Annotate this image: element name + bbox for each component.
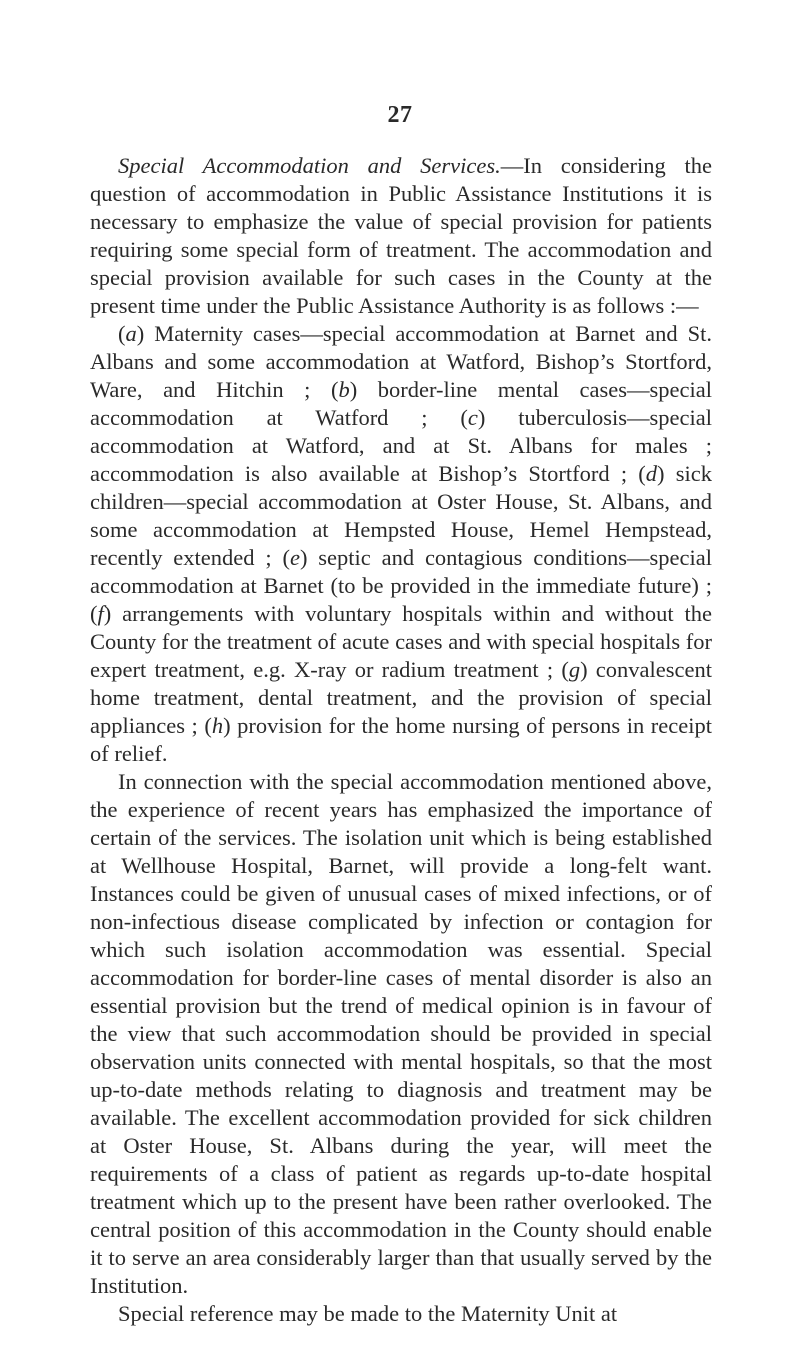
list-text: ) tuberculosis—special accommodation at Watford, and at St. Albans for males ; accommodation is also available at Bishop’s Stortford ; ( [90,405,712,486]
item-label-e: e [289,545,300,570]
list-text: ( [118,321,126,346]
item-label-d: d [645,461,658,486]
list-text: ) convalescent home treatment, dental treatment, and the provision of special appliances ; ( [90,657,712,738]
paragraph-maternity-unit: Special reference may be made to the Maternity Unit at [118,1301,618,1326]
paragraph-special-accommodation [90,152,712,320]
item-label-h: h [211,713,224,738]
item-label-b: b [338,377,350,402]
body-text [90,152,712,1328]
section-heading: Special Accommodation and Services. [118,153,501,178]
item-label-c: c [467,405,478,430]
list-text: ) sick children—special accommodation at Oster House, St. Albans, and some accommodation at Hempsted House, Hemel Hempstead, recently extended ; ( [90,461,712,570]
list-text: ) arrangements with voluntary hospitals within and without the County for the treatment of acute cases and with special hospitals for expert treatment, e.g. X-ray or radium treatment ; ( [90,601,712,682]
page-number: 27 [387,102,413,128]
paragraph-provisions-list [90,320,712,768]
list-text: ) septic and contagious conditions—special accommodation at Barnet (to be provided in the immediate future) ; ( [90,545,712,626]
item-label-g: g [568,657,581,682]
paragraph-text: —In considering the question of accommodation in Public Assistance Institutions it is necessary to emphasize the value of special provision for patients requiring some special form of treatment. The accommodation and special provision available for such cases in the County at the present time under the Public Assistance Authority is as follows :— [90,153,712,318]
paragraph-isolation-services: In connection with the special accommodation mentioned above, the experience of recent years has emphasized the importance of certain of the services. The isolation unit which is being established at Wellhouse Hospital, Barnet, will provide a long-felt want. Instances could be given of unusual cases of mixed infections, or of non-infectious disease complicated by infection or contagion for which such isolation accommodation was essential. Special accommodation for border-line cases of mental disorder is also an essential provision but the trend of medical opinion is in favour of the view that such accommodation should be provided in special observation units connected with mental hospitals, so that the most up-to-date methods relating to diagnosis and treatment may be available. The excellent accommodation provided for sick children at Oster House, St. Albans during the year, will meet the requirements of a class of patient as regards up-to-date hospital treatment which up to the present have been rather overlooked. The central position of this accommodation in the County should enable it to serve an area considerably larger than that usually served by the Institution. [90,769,712,1298]
item-label-f: f [97,601,104,626]
list-text: ) border-line mental cases—special accommodation at Watford ; ( [90,377,712,430]
list-text: ) Maternity cases—special accommodation at Barnet and St. Albans and some accommodation at Watford, Bishop’s Stortford, Ware, and Hitchin ; ( [90,321,712,402]
item-label-a: a [125,321,137,346]
list-text: ) provision for the home nursing of persons in receipt of relief. [90,713,712,766]
